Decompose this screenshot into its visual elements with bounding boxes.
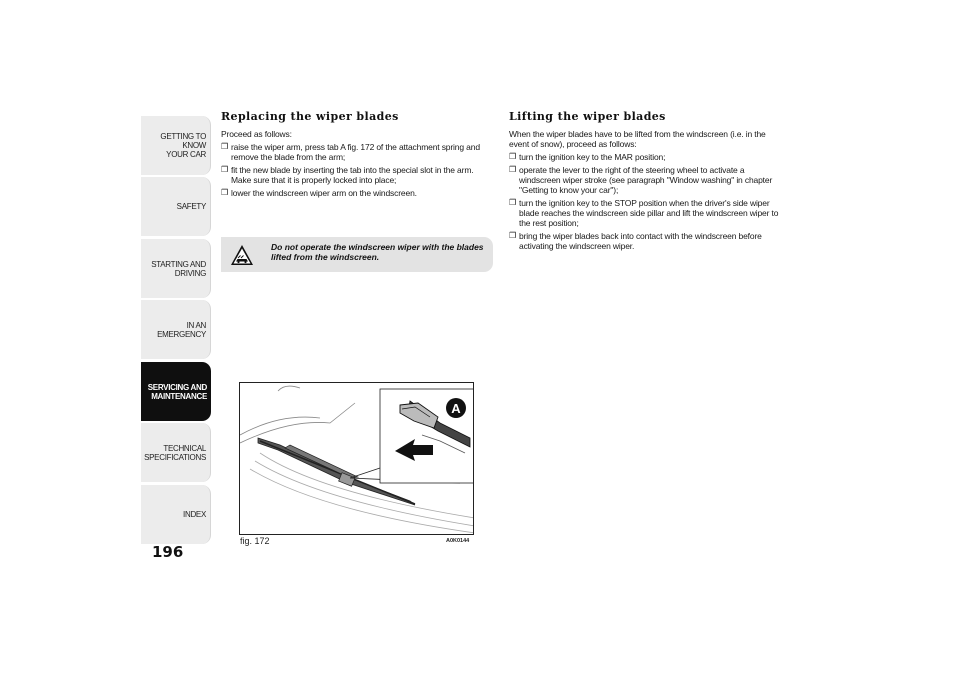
tab-label: STARTING AND DRIVING (151, 259, 206, 278)
tab-index[interactable] (141, 485, 211, 544)
step-item: ❒ operate the lever to the right of the steering wheel to activate a windscreen wiper stroke (see paragraph "Window washing" in chapter "Getting to know your car"); (509, 165, 781, 195)
lifting-section (509, 110, 781, 254)
page-number: 196 (152, 543, 184, 561)
tab-safety[interactable] (141, 177, 211, 236)
tab-label: TECHNICAL SPECIFICATIONS (144, 443, 206, 462)
tab-starting-and-driving[interactable] (141, 239, 211, 298)
callout-label: A (451, 401, 461, 416)
intro-text: Proceed as follows: (221, 129, 292, 139)
step-item: ❒ raise the wiper arm, press tab A fig. 172 of the attachment spring and remove the blade from the arm; (221, 142, 493, 162)
tab-in-an-emergency[interactable] (141, 300, 211, 359)
figure-label: fig. 172 (240, 536, 270, 546)
section-title: Lifting the wiper blades (509, 110, 666, 123)
step-item: ❒ turn the ignition key to the STOP position when the driver's side wiper blade reaches the windscreen side pillar and lift the windscreen wiper to the rest position; (509, 198, 781, 228)
step-item: ❒ lower the windscreen wiper arm on the windscreen. (221, 188, 493, 198)
section-title: Replacing the wiper blades (221, 110, 399, 123)
wiper-blade-figure (239, 382, 474, 535)
step-item: ❒ turn the ignition key to the MAR position; (509, 152, 781, 162)
step-item: ❒ fit the new blade by inserting the tab into the special slot in the arm. Make sure that it is properly locked into place; (221, 165, 493, 185)
replacing-section (221, 110, 493, 262)
car-wiper-warning-icon (230, 243, 254, 267)
warning-text: Do not operate the windscreen wiper with the blades lifted from the windscreen. (271, 242, 484, 262)
tab-label: GETTING TO KNOW YOUR CAR (160, 132, 206, 159)
tab-technical-specifications[interactable] (141, 423, 211, 482)
tab-servicing-and-maintenance[interactable] (141, 362, 211, 421)
wiper-illustration (240, 383, 474, 535)
figure-code: A0K0144 (446, 538, 470, 544)
steps-list (221, 142, 493, 198)
tab-label: INDEX (183, 510, 206, 519)
warning-box (221, 237, 493, 272)
tab-getting-to-know-your-car[interactable] (141, 116, 211, 175)
steps-list (509, 152, 781, 251)
intro-text: When the wiper blades have to be lifted from the windscreen (i.e. in the event of snow), proceed as follows: (509, 129, 766, 149)
tab-label: IN AN EMERGENCY (157, 320, 206, 339)
tab-label: SERVICING AND MAINTENANCE (147, 382, 207, 401)
step-item: ❒ bring the wiper blades back into contact with the windscreen before activating the windscreen wiper. (509, 231, 781, 251)
tab-label: SAFETY (176, 202, 206, 211)
